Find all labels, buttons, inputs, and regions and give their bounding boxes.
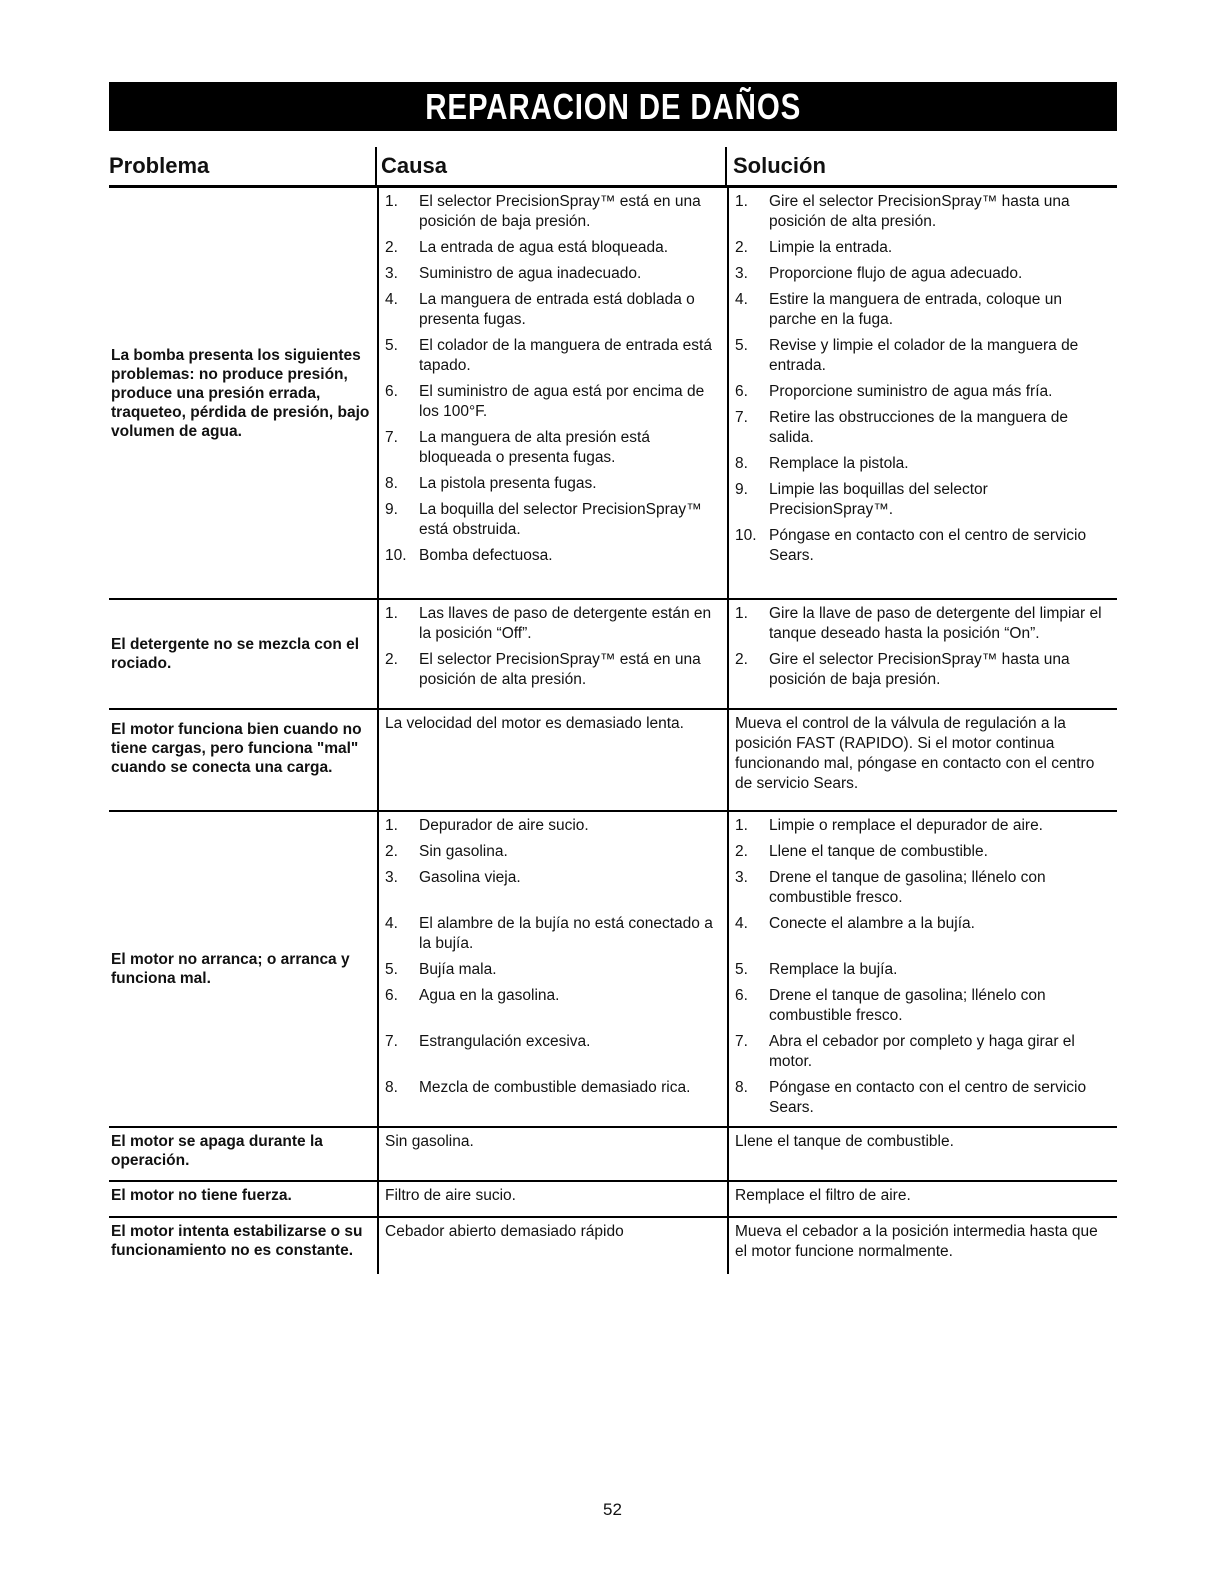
list-item: [735, 986, 1111, 1026]
item-number: 7.: [735, 409, 748, 426]
cause-cell: [377, 710, 727, 810]
item-text: Gasolina vieja.: [419, 869, 521, 886]
item-number: 3.: [735, 869, 748, 886]
solution-cell: [727, 710, 1117, 810]
item-text: El selector PrecisionSpray™ está en una posición de alta presión.: [419, 651, 701, 688]
list-item: [385, 264, 721, 284]
list-item: [735, 650, 1111, 690]
list-item: [385, 290, 721, 330]
page-title: REPARACION DE DAÑOS: [425, 85, 801, 127]
item-text: Conecte el alambre a la bujía.: [769, 915, 975, 932]
item-text: Drene el tanque de gasolina; llénelo con combustible fresco.: [769, 987, 1046, 1024]
solution-cell: [727, 812, 1117, 1126]
list-item: [385, 546, 721, 566]
item-number: 10.: [735, 527, 757, 544]
item-text: Estrangulación excesiva.: [419, 1033, 591, 1050]
list-item: [385, 192, 721, 232]
item-text: Drene el tanque de gasolina; llénelo con combustible fresco.: [769, 869, 1046, 906]
item-text: El alambre de la bujía no está conectado a la bujía.: [419, 915, 713, 952]
item-text: Bomba defectuosa.: [419, 547, 553, 564]
item-number: 5.: [735, 961, 748, 978]
item-number: 8.: [385, 475, 398, 492]
problem-text: El motor no tiene fuerza.: [111, 1187, 292, 1204]
table-row: [109, 1182, 1117, 1218]
list-item: [735, 264, 1111, 284]
header-solucion: Solución: [733, 153, 826, 178]
item-number: 1.: [735, 817, 748, 834]
item-number: 4.: [735, 291, 748, 308]
title-banner: [109, 82, 1117, 131]
item-number: 4.: [735, 915, 748, 932]
solution-cell: [727, 600, 1117, 708]
item-text: Mezcla de combustible demasiado rica.: [419, 1079, 691, 1096]
item-text: Póngase en contacto con el centro de servicio Sears.: [769, 1079, 1087, 1116]
column-divider: [725, 147, 727, 185]
item-text: Suministro de agua inadecuado.: [419, 265, 642, 282]
item-number: 7.: [385, 429, 398, 446]
problem-cell: [109, 1182, 377, 1216]
item-text: El suministro de agua está por encima de los 100°F.: [419, 383, 705, 420]
column-divider: [375, 147, 377, 185]
item-text: Abra el cebador por completo y haga girar el motor.: [769, 1033, 1075, 1070]
table-row: [109, 1218, 1117, 1274]
item-text: Proporcione flujo de agua adecuado.: [769, 265, 1023, 282]
item-number: 3.: [735, 265, 748, 282]
table-row: [109, 812, 1117, 1128]
item-number: 6.: [735, 987, 748, 1004]
item-number: 1.: [385, 193, 398, 210]
problem-text: El motor intenta estabilizarse o su funcionamiento no es constante.: [111, 1223, 363, 1259]
list-item: [735, 382, 1111, 402]
item-text: La manguera de alta presión está bloqueada o presenta fugas.: [419, 429, 650, 466]
item-number: 1.: [735, 605, 748, 622]
list-item: [385, 960, 721, 980]
list-item: [385, 428, 721, 468]
item-text: Agua en la gasolina.: [419, 987, 560, 1004]
item-number: 2.: [735, 239, 748, 256]
item-number: 7.: [385, 1033, 398, 1050]
list-item: [385, 1032, 721, 1052]
cause-text: Filtro de aire sucio.: [385, 1187, 516, 1204]
item-number: 5.: [385, 337, 398, 354]
cause-cell: [377, 1218, 727, 1274]
list-item: [735, 1078, 1111, 1118]
cause-cell: [377, 188, 727, 598]
problem-text: El motor no arranca; o arranca y funciona mal.: [111, 951, 350, 987]
item-number: 2.: [735, 843, 748, 860]
item-number: 7.: [735, 1033, 748, 1050]
list-item: [735, 914, 1111, 934]
solution-cell: [727, 1128, 1117, 1180]
item-number: 5.: [735, 337, 748, 354]
item-number: 6.: [385, 987, 398, 1004]
item-number: 2.: [385, 239, 398, 256]
solution-cell: [727, 1182, 1117, 1216]
item-number: 5.: [385, 961, 398, 978]
item-number: 1.: [735, 193, 748, 210]
item-text: Gire el selector PrecisionSpray™ hasta una posición de alta presión.: [769, 193, 1070, 230]
problem-cell: [109, 1218, 377, 1274]
item-text: Revise y limpie el colador de la manguera de entrada.: [769, 337, 1079, 374]
item-text: Bujía mala.: [419, 961, 497, 978]
item-number: 2.: [385, 843, 398, 860]
list-item: [385, 500, 721, 540]
problem-text: El detergente no se mezcla con el rociado.: [111, 636, 360, 672]
item-text: Gire el selector PrecisionSpray™ hasta una posición de baja presión.: [769, 651, 1070, 688]
item-text: Póngase en contacto con el centro de servicio Sears.: [769, 527, 1087, 564]
list-item: [735, 480, 1111, 520]
table-header: [109, 147, 1117, 188]
cause-cell: [377, 600, 727, 708]
solution-text: Llene el tanque de combustible.: [735, 1133, 954, 1150]
list-item: [385, 336, 721, 376]
list-item: [385, 986, 721, 1006]
item-text: Depurador de aire sucio.: [419, 817, 589, 834]
list-item: [735, 454, 1111, 474]
list-item: [385, 1078, 721, 1098]
problem-text: El motor funciona bien cuando no tiene cargas, pero funciona "mal" cuando se conecta una carga.: [111, 721, 362, 776]
item-text: Limpie las boquillas del selector PrecisionSpray™.: [769, 481, 988, 518]
list-item: [385, 238, 721, 258]
item-text: Las llaves de paso de detergente están en la posición “Off”.: [419, 605, 712, 642]
item-text: La entrada de agua está bloqueada.: [419, 239, 669, 256]
list-item: [735, 868, 1111, 908]
list-item: [385, 474, 721, 494]
item-text: El colador de la manguera de entrada está tapado.: [419, 337, 712, 374]
item-number: 2.: [385, 651, 398, 668]
cause-text: Sin gasolina.: [385, 1133, 474, 1150]
item-text: La manguera de entrada está doblada o presenta fugas.: [419, 291, 695, 328]
list-item: [735, 336, 1111, 376]
list-item: [385, 650, 721, 690]
item-number: 8.: [385, 1079, 398, 1096]
list-item: [735, 290, 1111, 330]
solution-text: Mueva el control de la válvula de regulación a la posición FAST (RAPIDO). Si el motor continua funcionando mal, póngase en contacto con el centro de servicio Sears.: [735, 715, 1095, 792]
list-item: [735, 816, 1111, 836]
list-item: [385, 604, 721, 644]
item-number: 9.: [385, 501, 398, 518]
item-text: Llene el tanque de combustible.: [769, 843, 988, 860]
list-item: [735, 842, 1111, 862]
item-text: Limpie la entrada.: [769, 239, 893, 256]
item-number: 4.: [385, 291, 398, 308]
problem-cell: [109, 710, 377, 810]
list-item: [735, 408, 1111, 448]
item-number: 8.: [735, 1079, 748, 1096]
solution-cell: [727, 188, 1117, 598]
item-text: Remplace la pistola.: [769, 455, 909, 472]
list-item: [385, 816, 721, 836]
item-text: Sin gasolina.: [419, 843, 508, 860]
header-problema: Problema: [109, 153, 210, 178]
item-text: La pistola presenta fugas.: [419, 475, 597, 492]
item-number: 3.: [385, 265, 398, 282]
table-row: [109, 710, 1117, 812]
item-number: 4.: [385, 915, 398, 932]
item-text: La boquilla del selector PrecisionSpray™ está obstruida.: [419, 501, 702, 538]
item-text: Retire las obstrucciones de la manguera de salida.: [769, 409, 1068, 446]
troubleshooting-table: [109, 147, 1117, 1274]
list-item: [385, 868, 721, 888]
list-item: [735, 526, 1111, 566]
list-item: [385, 842, 721, 862]
item-text: Proporcione suministro de agua más fría.: [769, 383, 1053, 400]
problem-cell: [109, 600, 377, 708]
list-item: [735, 604, 1111, 644]
item-text: Estire la manguera de entrada, coloque un parche en la fuga.: [769, 291, 1062, 328]
item-number: 9.: [735, 481, 748, 498]
item-text: Gire la llave de paso de detergente del limpiar el tanque deseado hasta la posición “On”.: [769, 605, 1102, 642]
page-number: 52: [603, 1500, 622, 1519]
item-number: 1.: [385, 817, 398, 834]
item-text: El selector PrecisionSpray™ está en una posición de baja presión.: [419, 193, 701, 230]
solution-cell: [727, 1218, 1117, 1274]
problem-text: El motor se apaga durante la operación.: [111, 1133, 323, 1169]
problem-text: La bomba presenta los siguientes problemas: no produce presión, produce una presión errada, traqueteo, pérdida de presión, bajo volumen de agua.: [111, 346, 370, 440]
table-row: [109, 600, 1117, 710]
cause-text: La velocidad del motor es demasiado lenta.: [385, 715, 684, 732]
header-causa: Causa: [381, 153, 448, 178]
problem-cell: [109, 812, 377, 1126]
table-row: [109, 1128, 1117, 1182]
list-item: [735, 960, 1111, 980]
item-number: 1.: [385, 605, 398, 622]
solution-text: Remplace el filtro de aire.: [735, 1187, 911, 1204]
item-number: 3.: [385, 869, 398, 886]
problem-cell: [109, 1128, 377, 1180]
cause-cell: [377, 1182, 727, 1216]
list-item: [735, 238, 1111, 258]
item-number: 10.: [385, 547, 407, 564]
solution-text: Mueva el cebador a la posición intermedia hasta que el motor funcione normalmente.: [735, 1223, 1098, 1260]
item-text: Remplace la bujía.: [769, 961, 898, 978]
list-item: [735, 1032, 1111, 1072]
cause-text: Cebador abierto demasiado rápido: [385, 1223, 624, 1240]
table-row: [109, 188, 1117, 600]
cause-cell: [377, 812, 727, 1126]
item-number: 6.: [735, 383, 748, 400]
item-number: 2.: [735, 651, 748, 668]
problem-cell: [109, 188, 377, 598]
cause-cell: [377, 1128, 727, 1180]
list-item: [735, 192, 1111, 232]
item-number: 6.: [385, 383, 398, 400]
item-text: Limpie o remplace el depurador de aire.: [769, 817, 1043, 834]
list-item: [385, 382, 721, 422]
item-number: 8.: [735, 455, 748, 472]
list-item: [385, 914, 721, 954]
